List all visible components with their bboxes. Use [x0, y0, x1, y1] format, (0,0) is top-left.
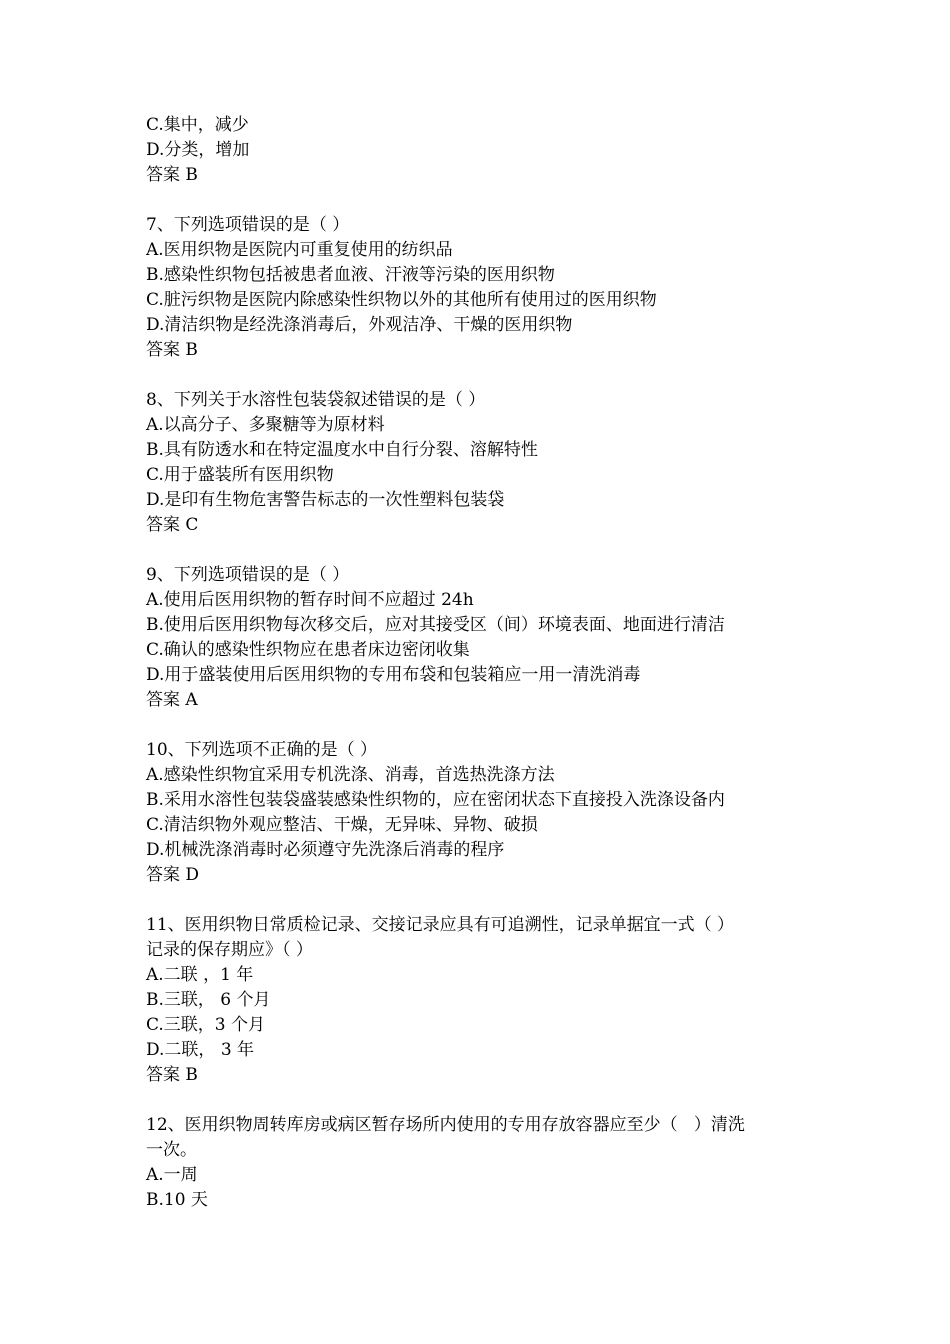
option-line: C.用于盛装所有医用织物 — [146, 465, 334, 485]
answer-line: 答案 D — [146, 865, 200, 885]
option-line: A.医用织物是医院内可重复使用的纺织品 — [146, 240, 453, 260]
text-line: D.分类，增加 — [146, 140, 250, 160]
answer-line: 答案 B — [146, 340, 198, 360]
option-line: B.10 天 — [146, 1190, 208, 1210]
option-line: A.以高分子、多聚糖等为原材料 — [146, 415, 385, 435]
option-line: A.二联 ，1 年 — [146, 965, 254, 985]
question-11-continued: 记录的保存期应》（ ） — [146, 940, 313, 960]
option-line: B.具有防透水和在特定温度水中自行分裂、溶解特性 — [146, 440, 538, 460]
option-line: D.二联， 3 年 — [146, 1040, 255, 1060]
document-page — [146, 113, 826, 1213]
option-line: C.脏污织物是医院内除感染性织物以外的其他所有使用过的医用织物 — [146, 290, 657, 310]
option-line: D.清洁织物是经洗涤消毒后，外观洁净、干燥的医用织物 — [146, 315, 573, 335]
question-8: 8、下列关于水溶性包装袋叙述错误的是（ ） — [146, 390, 486, 410]
option-line: C.确认的感染性织物应在患者床边密闭收集 — [146, 640, 470, 660]
option-line: B.采用水溶性包装袋盛装感染性织物的，应在密闭状态下直接投入洗涤设备内 — [146, 790, 725, 810]
blank-line — [146, 538, 826, 563]
question-12: 12、医用织物周转库房或病区暂存场所内使用的专用存放容器应至少（ ）清洗 — [146, 1115, 745, 1135]
blank-line — [146, 1088, 826, 1113]
question-11: 11、医用织物日常质检记录、交接记录应具有可追溯性，记录单据宜一式（ ） — [146, 915, 735, 935]
blank-line — [146, 188, 826, 213]
text-line: C.集中，减少 — [146, 115, 249, 135]
blank-line — [146, 713, 826, 738]
option-line: A.使用后医用织物的暂存时间不应超过 24h — [146, 590, 474, 610]
blank-line — [146, 363, 826, 388]
question-10: 10、下列选项不正确的是（ ） — [146, 740, 378, 760]
question-12-continued: 一次。 — [146, 1140, 197, 1160]
answer-line: 答案 B — [146, 1065, 198, 1085]
answer-line: 答案 C — [146, 515, 199, 535]
blank-line — [146, 888, 826, 913]
answer-line: 答案 A — [146, 690, 198, 710]
option-line: C.三联，3 个月 — [146, 1015, 266, 1035]
option-line: B.使用后医用织物每次移交后，应对其接受区（间）环境表面、地面进行清洁 — [146, 615, 725, 635]
option-line: C.清洁织物外观应整洁、干燥，无异味、异物、破损 — [146, 815, 538, 835]
option-line: A.感染性织物宜采用专机洗涤、消毒，首选热洗涤方法 — [146, 765, 555, 785]
option-line: B.三联， 6 个月 — [146, 990, 271, 1010]
option-line: B.感染性织物包括被患者血液、汗液等污染的医用织物 — [146, 265, 555, 285]
question-9: 9、下列选项错误的是（ ） — [146, 565, 350, 585]
text-line: 答案 B — [146, 165, 198, 185]
question-7: 7、下列选项错误的是（ ） — [146, 215, 350, 235]
option-line: D.是印有生物危害警告标志的一次性塑料包装袋 — [146, 490, 505, 510]
option-line: A.一周 — [146, 1165, 198, 1185]
option-line: D.用于盛装使用后医用织物的专用布袋和包装箱应一用一清洗消毒 — [146, 665, 641, 685]
option-line: D.机械洗涤消毒时必须遵守先洗涤后消毒的程序 — [146, 840, 505, 860]
